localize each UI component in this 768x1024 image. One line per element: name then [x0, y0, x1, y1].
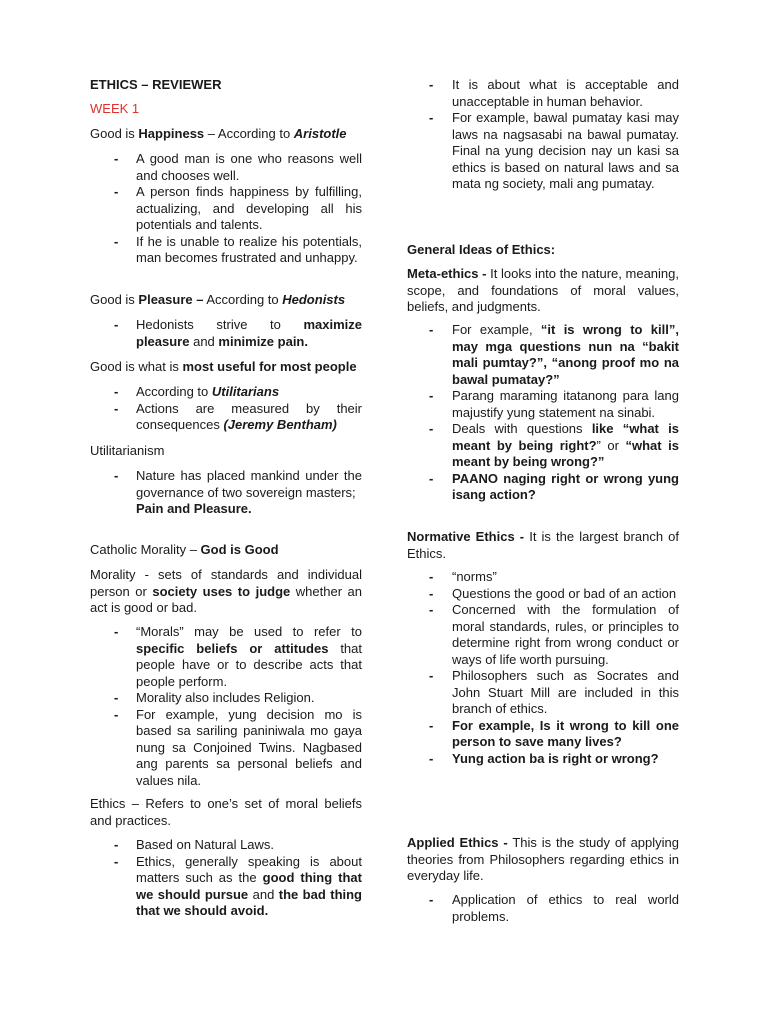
list-item: - Nature has placed mankind under the governance of two sovereign masters; Pain and Pleasure.	[114, 468, 362, 516]
list-item: - Hedonists strive to maximize pleasure and minimize pain.	[114, 317, 362, 349]
general-ideas-heading: General Ideas of Ethics:	[407, 242, 556, 257]
list-item: - Deals with questions like “what is meant by being right?” or “what is meant by being wrong?”	[429, 421, 679, 469]
list-item: - For example, Is it wrong to kill one person to save many lives?	[429, 717, 679, 749]
list-item: - For example, bawal pumatay kasi may laws na nagsasabi na bawal pumatay. Final na yung decision nay un kasi sa ethics is based on natural laws and sa mata ng society, mali ang pumatay.	[429, 110, 679, 191]
utilitarianism-list	[90, 468, 362, 518]
list-item: - Concerned with the formulation of moral standards, rules, or principles to determine right from wrong conduct or ways of life worth pursuing.	[429, 602, 679, 667]
morality-list	[90, 624, 362, 789]
list-item: - It is about what is acceptable and unacceptable in human behavior.	[429, 77, 679, 109]
list-item: - According to Utilitarians	[114, 384, 280, 399]
list-item: - Application of ethics to real world problems.	[429, 892, 679, 924]
list-item: - “norms”	[429, 569, 497, 584]
list-item: - “Morals” may be used to refer to specific beliefs or attitudes that people have or to describe acts that people perform.	[114, 624, 363, 689]
normative-ethics-definition: Normative Ethics - It is the largest branch of Ethics.	[407, 529, 679, 561]
list-item: - Morality also includes Religion.	[114, 690, 315, 705]
list-item: - Questions the good or bad of an action	[429, 585, 677, 601]
list-item: - PAANO naging right or wrong yung isang action?	[429, 470, 679, 502]
document-title: ETHICS – REVIEWER	[90, 77, 222, 92]
list-item: - Based on Natural Laws.	[114, 837, 275, 852]
week-label: WEEK 1	[90, 101, 140, 116]
useful-heading: Good is what is most useful for most people	[90, 359, 357, 374]
list-item: - A good man is one who reasons well and chooses well.	[114, 151, 362, 183]
useful-list	[90, 384, 362, 434]
utilitarianism-heading: Utilitarianism	[90, 443, 165, 458]
meta-ethics-list	[407, 322, 679, 504]
meta-ethics-definition: Meta-ethics - It looks into the nature, meaning, scope, and foundations of moral values, beliefs, and judgments.	[407, 266, 679, 314]
list-item: - Actions are measured by their consequences (Jeremy Bentham)	[114, 400, 362, 432]
continued-list	[407, 77, 679, 193]
pleasure-heading: Good is Pleasure – According to Hedonists	[90, 292, 346, 307]
list-item: - Yung action ba is right or wrong?	[429, 750, 659, 766]
applied-ethics-definition: Applied Ethics - This is the study of applying theories from Philosophers regarding ethics in everyday life.	[407, 835, 680, 883]
catholic-morality-heading: Catholic Morality – God is Good	[90, 542, 279, 557]
happiness-list	[90, 151, 362, 267]
morality-definition: Morality - sets of standards and individual person or society uses to judge whether an act is good or bad.	[90, 567, 363, 615]
happiness-heading: Good is Happiness – According to Aristotle	[90, 126, 347, 141]
normative-ethics-list	[407, 569, 679, 767]
list-item: - Ethics, generally speaking is about matters such as the good thing that we should pursue and the bad thing that we should avoid.	[114, 853, 363, 918]
list-item: - For example, yung decision mo is based sa sariling paniniwala mo gaya nung sa Conjoined Twins. Nagbased ang parents sa personal beliefs and values nila.	[114, 706, 362, 788]
ethics-list	[90, 837, 362, 920]
list-item: - For example, “it is wrong to kill”, may mga questions nun na “bakit mali pumtay?”, “anong proof mo na bawal pumatay?”	[429, 322, 679, 387]
list-item: - Philosophers such as Socrates and John Stuart Mill are included in this branch of ethics.	[429, 668, 679, 716]
list-item: - Parang maraming itatanong para lang majustify yung statement na sinabi.	[429, 388, 679, 420]
list-item: - A person finds happiness by fulfilling, actualizing, and developing all his potentials and talents.	[114, 184, 362, 232]
applied-ethics-list	[407, 892, 679, 925]
pleasure-list	[90, 317, 362, 350]
list-item: - If he is unable to realize his potentials, man becomes frustrated and unhappy.	[114, 233, 362, 265]
ethics-definition: Ethics – Refers to one’s set of moral beliefs and practices.	[90, 796, 362, 828]
